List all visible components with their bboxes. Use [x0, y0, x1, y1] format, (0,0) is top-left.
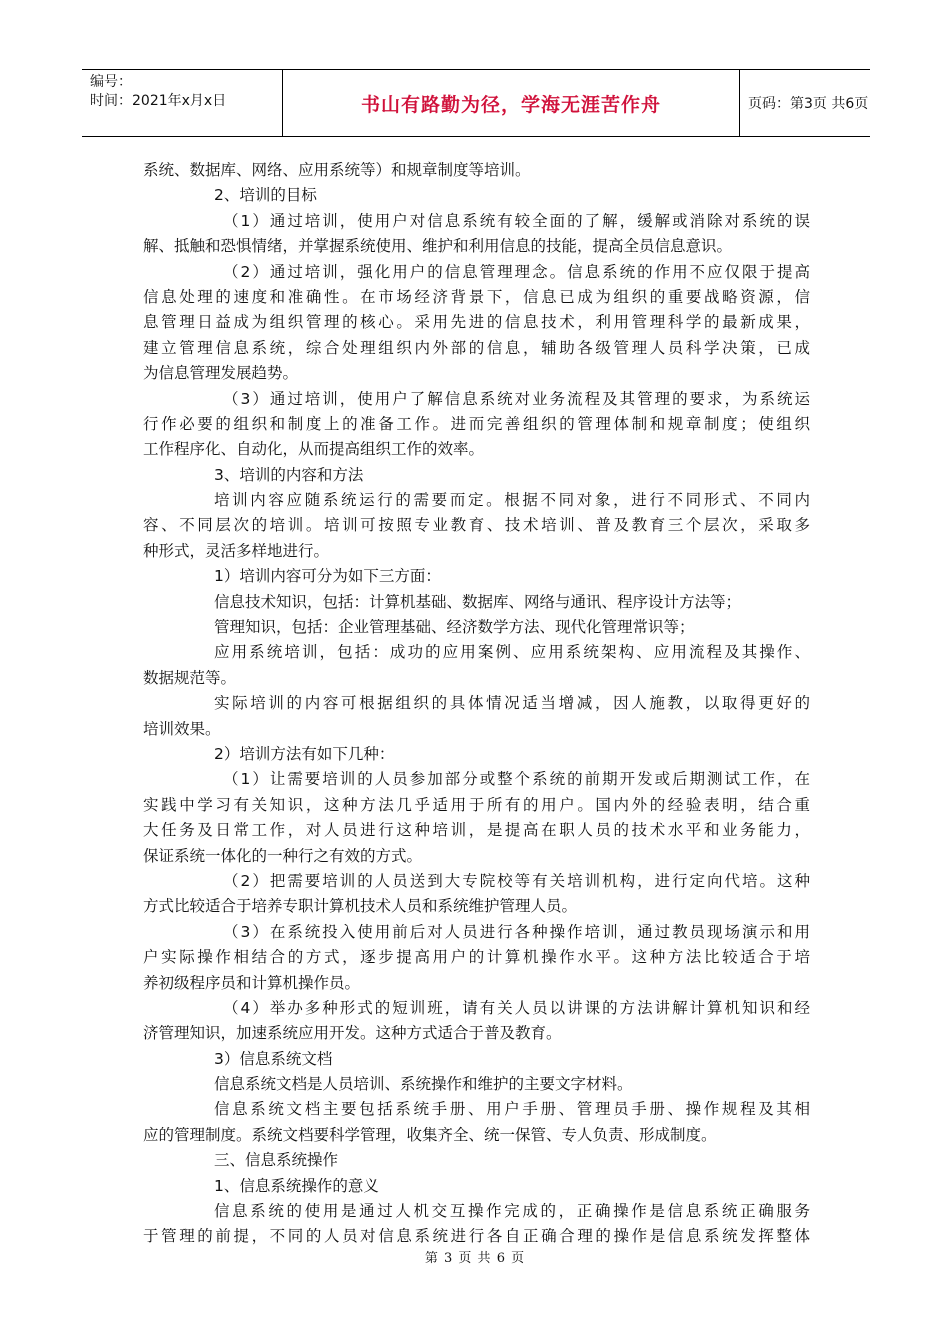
- text-line: 保证系统一体化的一种行之有效的方式。: [143, 846, 423, 865]
- text-line: 于管理的前提，不同的人员对信息系统进行各自正确合理的操作是信息系统发挥整体: [143, 1227, 810, 1246]
- text-line: 为信息管理发展趋势。: [143, 364, 299, 383]
- time-label: 时间：2021年x月x日: [90, 93, 227, 109]
- text-line: 管理知识，包括：企业管理基础、经济数学方法、现代化管理常识等；: [214, 618, 695, 637]
- text-line: 信息系统文档主要包括系统手册、用户手册、管理员手册、操作规程及其相: [214, 1100, 810, 1119]
- text-line: （1）让需要培训的人员参加部分或整个系统的前期开发或后期测试工作，在: [223, 770, 810, 789]
- text-line: 大任务及日常工作，对人员进行这种培训，是提高在职人员的技术水平和业务能力，: [143, 821, 810, 840]
- number-label: 编号：: [90, 74, 132, 90]
- text-line: 种形式，灵活多样地进行。: [143, 541, 330, 560]
- text-line: 系统、数据库、网络、应用系统等）和规章制度等培训。: [143, 161, 531, 179]
- text-line: 工作程序化、自动化，从而提高组织工作的效率。: [143, 440, 485, 459]
- text-line: 培训内容应随系统运行的需要而定。根据不同对象，进行不同形式、不同内: [214, 491, 810, 510]
- text-line: （1）通过培训，使用户对信息系统有较全面的了解，缓解或消除对系统的误: [223, 211, 810, 230]
- text-line: （3）通过培训，使用户了解信息系统对业务流程及其管理的要求，为系统运: [223, 389, 810, 408]
- text-line: 培训效果。: [143, 719, 221, 738]
- text-line: 1）培训内容可分为如下三方面：: [214, 567, 441, 586]
- text-line: 实践中学习有关知识，这种方法几乎适用于所有的用户。国内外的经验表明，结合重: [143, 795, 810, 814]
- header-page-label: 页码：第3页 共6页: [748, 96, 869, 112]
- text-line: 2、培训的目标: [214, 186, 317, 205]
- text-line: （4）举办多种形式的短训班，请有关人员以讲课的方法讲解计算机知识和经: [223, 998, 810, 1017]
- text-line: 信息系统文档是人员培训、系统操作和维护的主要文字材料。: [214, 1075, 633, 1094]
- text-line: （2）把需要培训的人员送到大专院校等有关培训机构，进行定向代培。这种: [223, 871, 810, 890]
- page-footer: 第 3 页 共 6 页: [424, 1251, 526, 1266]
- text-line: 济管理知识，加速系统应用开发。这种方式适合于普及教育。: [143, 1024, 562, 1043]
- text-line: （3）在系统投入使用前后对人员进行各种操作培训，通过教员现场演示和用: [223, 922, 810, 941]
- text-line: 建立管理信息系统，综合处理组织内外部的信息，辅助各级管理人员科学决策，已成: [143, 338, 810, 357]
- text-line: 1、信息系统操作的意义: [214, 1176, 379, 1195]
- text-line: 信息处理的速度和准确性。在市场经济背景下，信息已成为组织的重要战略资源，信: [143, 287, 810, 306]
- text-line: 3、培训的内容和方法: [214, 465, 364, 484]
- text-line: 解、抵触和恐惧情绪，并掌握系统使用、维护和利用信息的技能，提高全员信息意识。: [143, 237, 733, 256]
- text-line: （2）通过培训，强化用户的信息管理理念。信息系统的作用不应仅限于提高: [223, 262, 810, 281]
- text-line: 三、信息系统操作: [214, 1151, 339, 1170]
- text-line: 信息系统的使用是通过人机交互操作完成的，正确操作是信息系统正确服务: [214, 1202, 810, 1221]
- text-line: 养初级程序员和计算机操作员。: [143, 973, 361, 992]
- text-line: 数据规范等。: [143, 668, 237, 687]
- text-line: 容、不同层次的培训。培训可按照专业教育、技术培训、普及教育三个层次，采取多: [143, 516, 810, 535]
- text-line: 息管理日益成为组织管理的核心。采用先进的信息技术，利用管理科学的最新成果，: [143, 313, 810, 332]
- text-line: 行作必要的组织和制度上的准备工作。进而完善组织的管理体制和规章制度；使组织: [143, 414, 810, 433]
- header-motto: 书山有路勤为径，学海无涯苦作舟: [282, 70, 740, 136]
- text-line: 3）信息系统文档: [214, 1049, 333, 1068]
- text-line: 信息技术知识，包括：计算机基础、数据库、网络与通讯、程序设计方法等；: [214, 592, 742, 611]
- header-meta: [82, 70, 282, 136]
- text-line: 2）培训方法有如下几种：: [214, 744, 395, 763]
- page-header: [82, 69, 870, 137]
- text-line: 实际培训的内容可根据组织的具体情况适当增减，因人施教，以取得更好的: [214, 694, 810, 713]
- text-line: 应的管理制度。系统文档要科学管理，收集齐全、统一保管、专人负责、形成制度。: [143, 1125, 717, 1144]
- document-body: [143, 158, 810, 1250]
- text-line: 方式比较适合于培养专职计算机技术人员和系统维护管理人员。: [143, 897, 578, 916]
- text-line: 户实际操作相结合的方式，逐步提高用户的计算机操作水平。这种方法比较适合于培: [143, 948, 810, 967]
- text-line: 应用系统培训，包括：成功的应用案例、应用系统架构、应用流程及其操作、: [214, 643, 810, 662]
